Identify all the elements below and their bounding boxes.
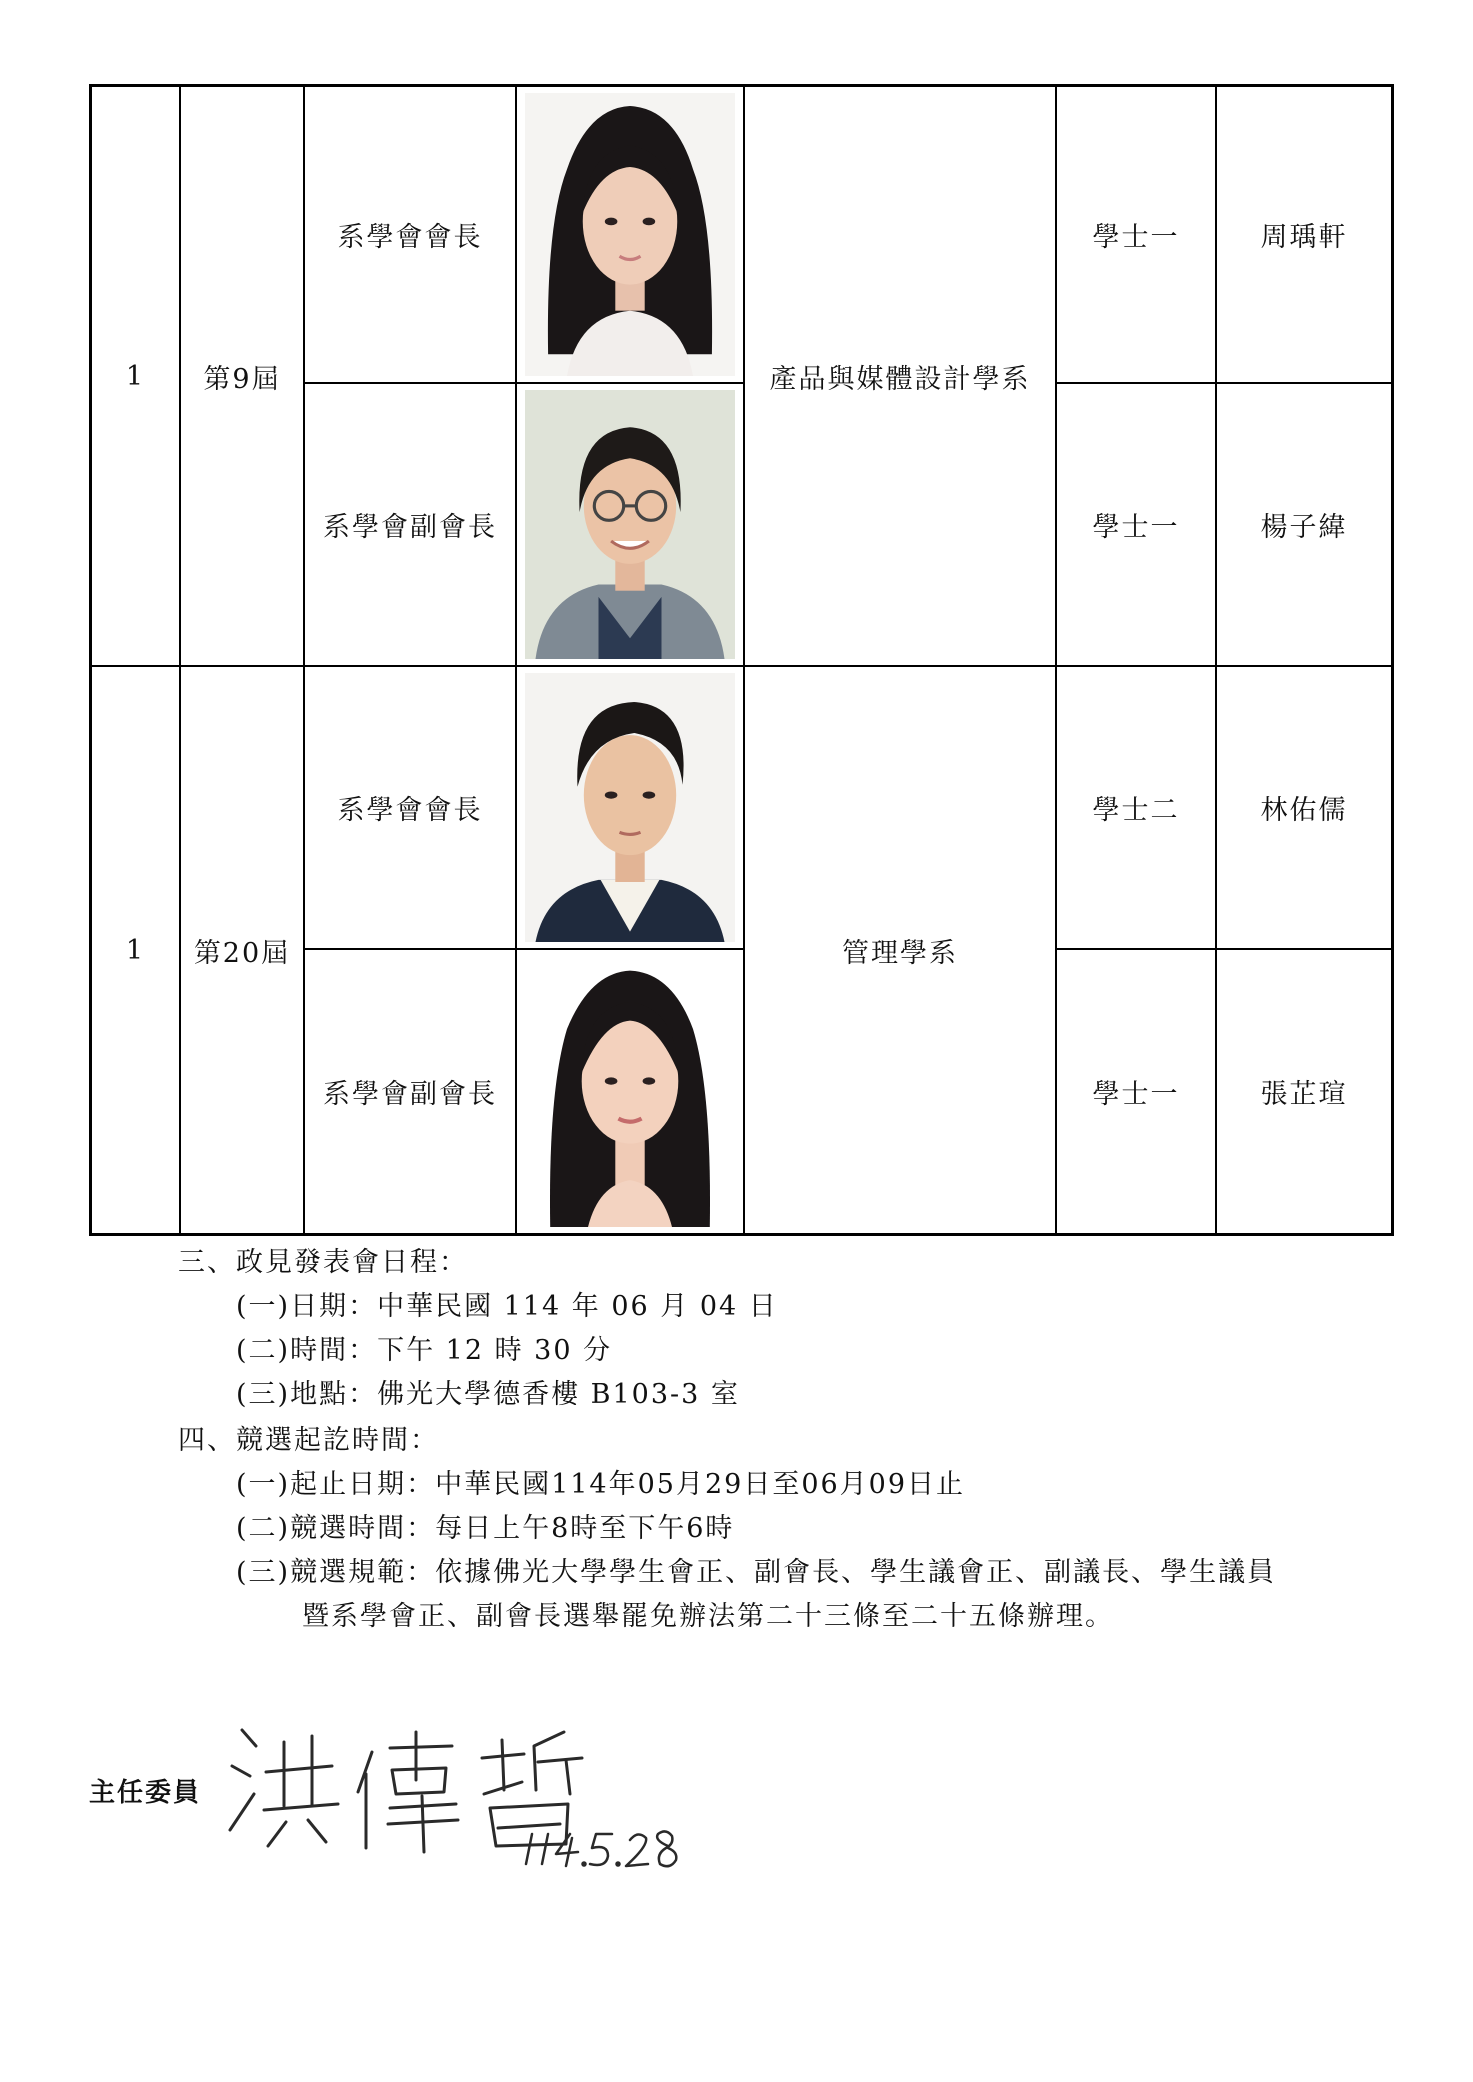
table-cell-grade [1057, 384, 1217, 667]
table-cell-photo [517, 384, 745, 667]
position-label: 系學會會長 [337, 795, 483, 826]
director-label: 主任委員 [89, 1778, 202, 1808]
candidate-name: 楊子緯 [1260, 512, 1348, 543]
table-cell-term [181, 87, 305, 667]
table-cell-photo [517, 950, 745, 1233]
campaign-period: (一)起止日期：中華民國114年05月29日至06月09日止 [236, 1469, 966, 1500]
table-cell-name [1217, 87, 1391, 384]
table-cell-department [745, 87, 1057, 667]
campaign-rules-line-1: (三)競選規範：依據佛光大學學生會正、副會長、學生議會正、副議長、學生議員 [236, 1557, 1277, 1588]
candidate-photo [525, 956, 735, 1227]
table-cell-photo [517, 667, 745, 950]
table-cell-position [305, 667, 517, 950]
candidate-photo [525, 390, 735, 659]
group-no: 1 [125, 934, 146, 966]
section-4-title: 四、競選起訖時間： [178, 1425, 439, 1456]
position-label: 系學會會長 [337, 222, 483, 253]
candidate-name: 林佑儒 [1260, 795, 1348, 826]
table-cell-position [305, 950, 517, 1233]
table-cell-position [305, 87, 517, 384]
candidate-name: 周瑀軒 [1260, 222, 1348, 253]
grade-label: 學士一 [1092, 222, 1180, 253]
table-cell-term [181, 667, 305, 1233]
campaign-hours: (二)競選時間：每日上午8時至下午6時 [236, 1513, 735, 1544]
department-label: 管理學系 [842, 937, 958, 969]
hearing-time: (二)時間：下午 12 時 30 分 [236, 1335, 613, 1366]
grade-label: 學士一 [1092, 512, 1180, 543]
table-cell-no [92, 87, 181, 667]
group-term: 第20屆 [193, 937, 291, 969]
group-term: 第9屆 [203, 363, 281, 395]
hearing-place: (三)地點：佛光大學德香樓 B103-3 室 [236, 1379, 740, 1410]
handwritten-signature [220, 1712, 720, 1882]
table-cell-grade [1057, 87, 1217, 384]
table-cell-department [745, 667, 1057, 1233]
position-label: 系學會副會長 [323, 1079, 497, 1110]
table-cell-name [1217, 667, 1391, 950]
candidate-photo [525, 673, 735, 942]
table-cell-name [1217, 384, 1391, 667]
position-label: 系學會副會長 [323, 512, 497, 543]
section-3-title: 三、政見發表會日程： [178, 1247, 468, 1278]
grade-label: 學士二 [1092, 795, 1180, 826]
table-cell-no [92, 667, 181, 1233]
table-cell-name [1217, 950, 1391, 1233]
grade-label: 學士一 [1092, 1079, 1180, 1110]
campaign-rules-line-2: 暨系學會正、副會長選舉罷免辦法第二十三條至二十五條辦理。 [302, 1601, 1114, 1632]
table-cell-photo [517, 87, 745, 384]
candidate-table [89, 84, 1394, 1236]
table-cell-grade [1057, 950, 1217, 1233]
table-cell-position [305, 384, 517, 667]
department-label: 產品與媒體設計學系 [769, 363, 1031, 395]
candidate-photo [525, 93, 735, 376]
group-no: 1 [125, 360, 146, 392]
candidate-name: 張芷瑄 [1260, 1079, 1348, 1110]
table-cell-grade [1057, 667, 1217, 950]
hearing-date: (一)日期：中華民國 114 年 06 月 04 日 [236, 1291, 778, 1322]
